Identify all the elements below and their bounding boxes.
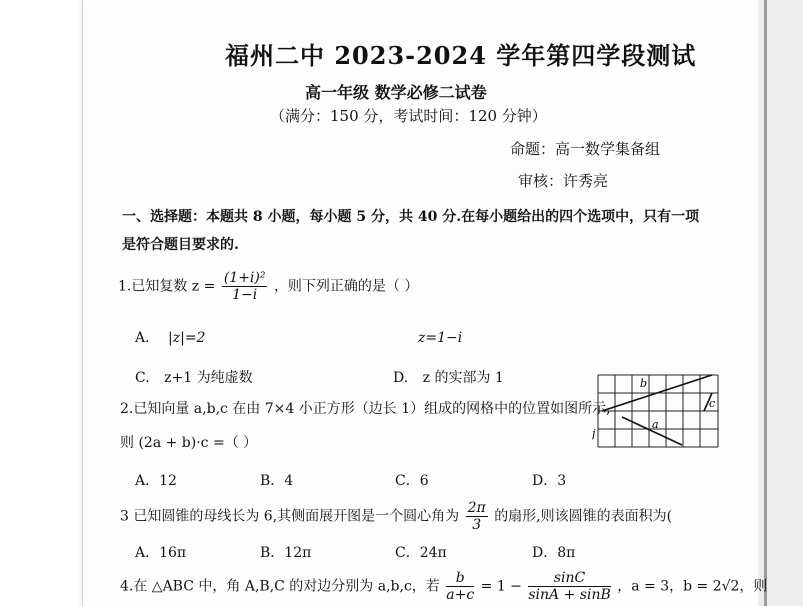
q1-suffix: ，则下列正确的是（ ） [273,278,419,295]
q3-frac-num: 2π [467,500,486,516]
q4-frac1-den: a+c [446,587,475,603]
q3-suffix: 的扇形,则该圆锥的表面积为( [494,508,673,525]
exam-reviewer: 审核：许秀亮 [518,172,609,190]
q1-option-c-text: z+1 为纯虚数 [164,370,253,386]
q4-suffix: ，a = 3，b = 2√2，则 [617,578,768,595]
q1-option-a-text: |z|=2 [168,330,206,346]
q3-fraction [466,500,488,533]
q2-option-a[interactable]: A．12 [135,473,177,489]
label-a: a [652,418,659,431]
q1-option-a-label: A. [135,330,150,346]
q1-option-d[interactable] [393,367,504,387]
q4-fraction-2 [528,570,610,603]
q1-option-a[interactable] [135,330,205,346]
q4-fraction-1 [446,570,474,603]
exam-subtitle: 高一年级 数学必修二试卷 [305,83,487,102]
q3-frac-den: 3 [472,517,482,533]
q2-option-b[interactable]: B．4 [260,473,294,489]
vector-grid-figure [592,373,722,453]
section-line-1: 一、选择题：本题共 8 小题，每小题 5 分，共 40 分.在每小题给出的四个选项中，只有一项 [122,209,700,225]
label-c: c [709,397,716,410]
section-line-2: 是符合题目要求的. [122,237,239,253]
q1-frac-num: (1+i)² [223,270,266,286]
exam-author: 命题：高一数学集备组 [510,140,661,158]
q1-fraction [222,270,268,303]
question-1 [118,270,418,303]
q1-prefix: 1.已知复数 z = [118,278,216,295]
question-2-line-2: 则 (2a + b)·c =（ ） [120,435,258,451]
question-4 [120,570,767,603]
q4-frac2-num: sinC [528,570,610,587]
q4-frac1-num: b [446,570,474,587]
q1-option-b[interactable]: z=1−i [418,330,463,346]
q3-option-a[interactable]: A．16π [135,545,187,561]
q3-prefix: 3 已知圆锥的母线长为 6,其侧面展开图是一个圆心角为 [120,508,460,525]
q2-option-c[interactable]: C．6 [395,473,429,489]
q4-frac2-den: sinA + sinB [528,587,611,603]
question-2-line-1: 2.已知向量 a,b,c 在由 7×4 小正方形（边长 1）组成的网格中的位置如图所示, [120,401,611,417]
q3-option-d[interactable]: D．8π [532,545,576,561]
section-instructions [122,203,699,259]
q1-frac-den: 1−i [232,287,258,303]
q4-mid: = 1 − [480,578,522,595]
q3-option-b[interactable]: B．12π [260,545,312,561]
q1-option-c-label: C. [135,370,150,386]
q1-option-d-label: D. [393,370,409,386]
label-j: j [592,427,596,440]
q2-option-d[interactable]: D．3 [532,473,567,489]
q1-option-c[interactable] [135,367,253,387]
q3-option-c[interactable]: C．24π [395,545,447,561]
exam-info: （满分：150 分，考试时间：120 分钟） [270,107,547,125]
question-3 [120,500,672,533]
grid-lines [598,375,718,447]
exam-title: 福州二中 2023-2024 学年第四学段测试 [225,41,697,70]
q4-prefix: 4.在 △ABC 中，角 A,B,C 的对边分别为 a,b,c，若 [120,578,440,595]
label-b: b [640,377,648,390]
page-scrollbar[interactable] [764,0,767,606]
q1-option-d-text: z 的实部为 1 [422,370,504,386]
